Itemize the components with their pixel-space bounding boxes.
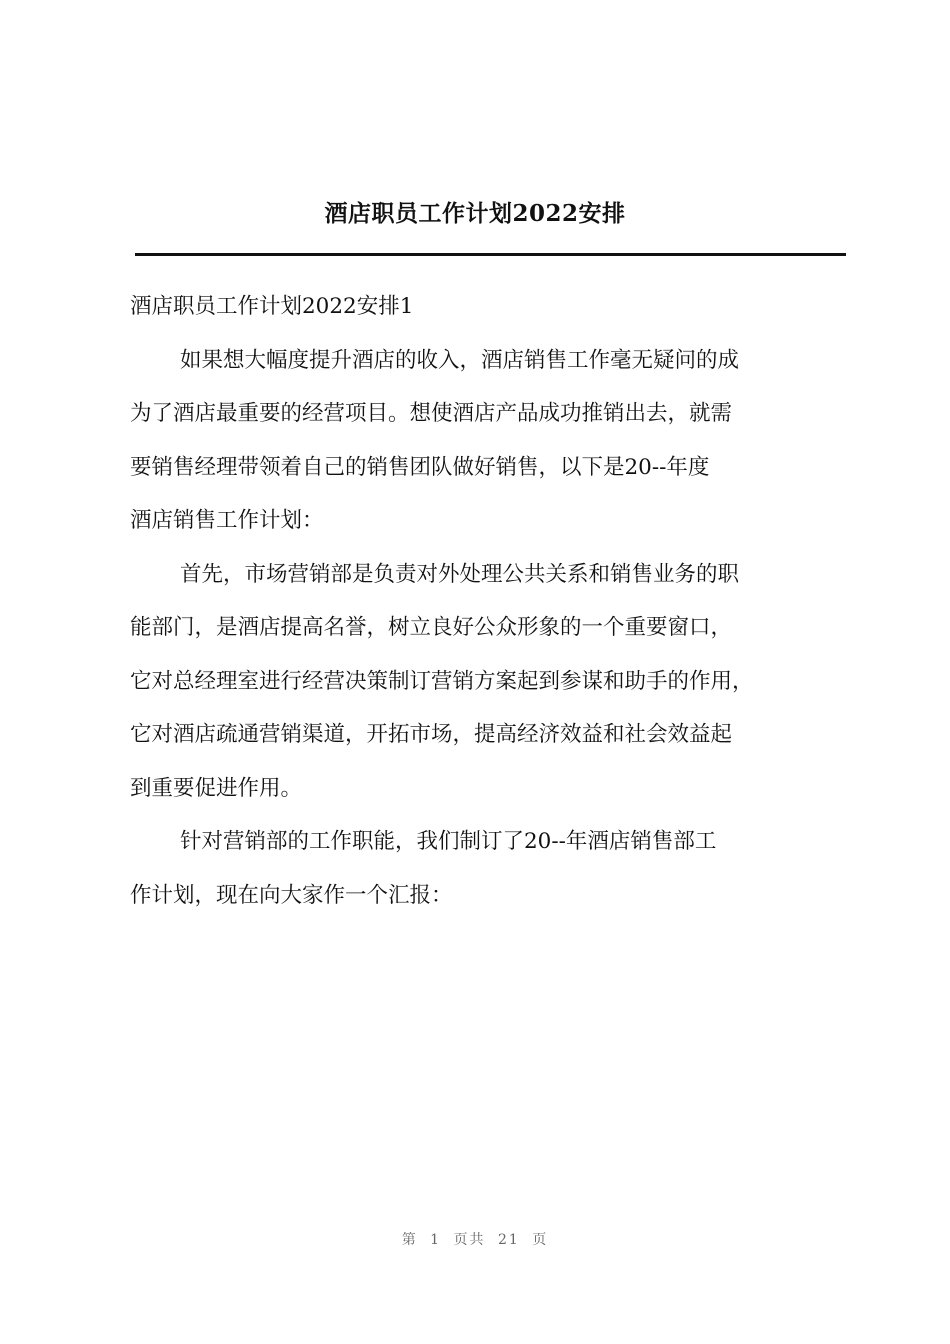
page-footer: 第 1 页共 21 页 bbox=[401, 1232, 549, 1248]
paragraph-2-line-5: 到重要促进作用。 bbox=[130, 775, 303, 801]
paragraph-1-line-3: 要销售经理带领着自己的销售团队做好销售，以下是20--年度 bbox=[130, 454, 710, 480]
section-heading: 酒店职员工作计划2022安排1 bbox=[130, 294, 414, 319]
paragraph-3-line-2: 作计划，现在向大家作一个汇报： bbox=[130, 882, 453, 908]
paragraph-1-line-1: 如果想大幅度提升酒店的收入，酒店销售工作毫无疑问的成 bbox=[180, 347, 740, 373]
paragraph-2-line-3: 它对总经理室进行经营决策制订营销方案起到参谋和助手的作用， bbox=[130, 668, 754, 694]
paragraph-2-line-2: 能部门，是酒店提高名誉，树立良好公众形象的一个重要窗口， bbox=[130, 615, 733, 640]
paragraph-2-line-4: 它对酒店疏通营销渠道，开拓市场，提高经济效益和社会效益起 bbox=[130, 722, 733, 747]
paragraph-2-line-1: 首先，市场营销部是负责对外处理公共关系和销售业务的职 bbox=[180, 561, 740, 587]
document-body bbox=[130, 280, 865, 922]
title-underline-rule bbox=[135, 253, 846, 256]
paragraph-1-line-4: 酒店销售工作计划： bbox=[130, 508, 324, 533]
document-title: 酒店职员工作计划2022安排 bbox=[324, 200, 626, 227]
paragraph-1-line-2: 为了酒店最重要的经营项目。想使酒店产品成功推销出去，就需 bbox=[130, 401, 733, 426]
paragraph-3-line-1: 针对营销部的工作职能，我们制订了20--年酒店销售部工 bbox=[180, 829, 717, 854]
